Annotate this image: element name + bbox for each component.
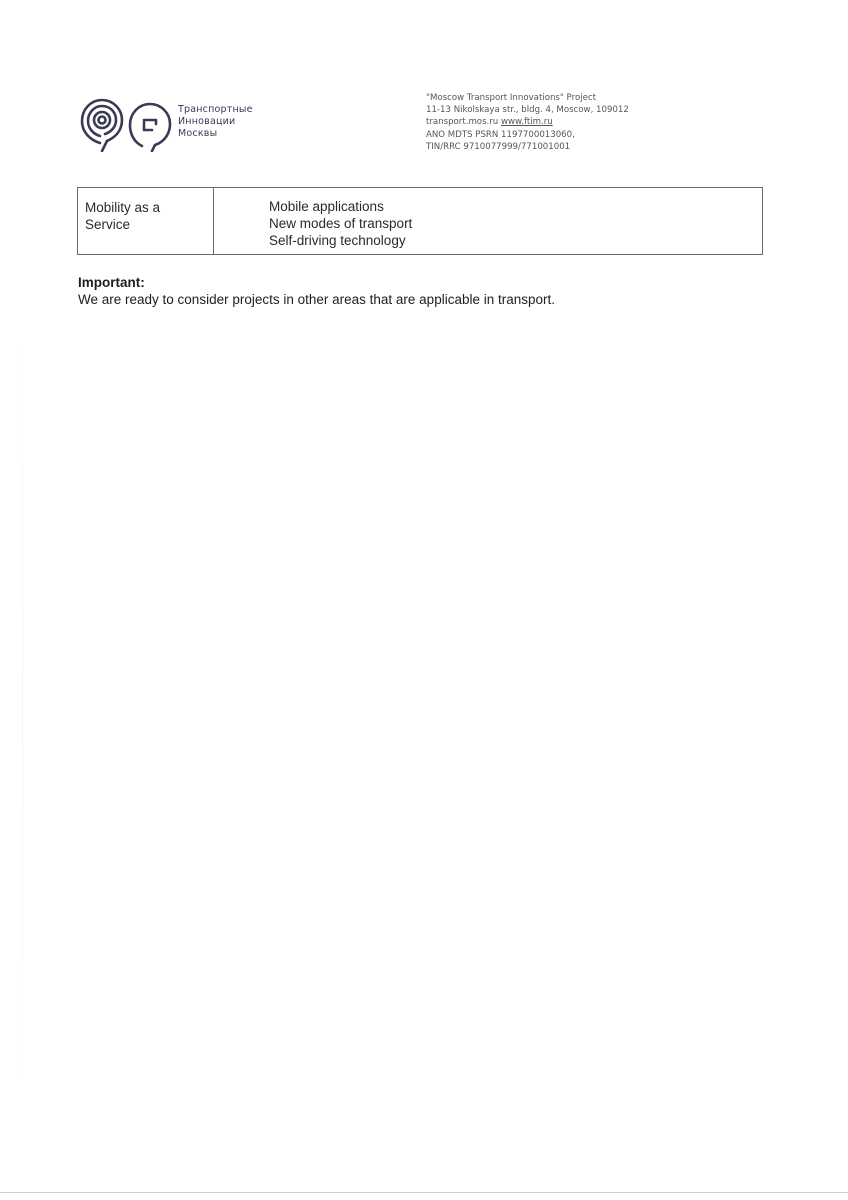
topics-table (77, 187, 763, 255)
important-label: Important: (78, 275, 145, 290)
list-item: New modes of transport (269, 216, 413, 231)
table-category-cell (78, 188, 214, 254)
category-line-1: Mobility as a (85, 200, 161, 215)
important-text: We are ready to consider projects in other areas that are applicable in transport. (78, 292, 556, 307)
contact-line-1: "Moscow Transport Innovations" Project (426, 93, 596, 103)
contact-site: transport.mos.ru (426, 117, 499, 128)
contact-line-2: 11-13 Nikolskaya str., bldg. 4, Moscow, 109012 (426, 105, 629, 116)
logo-line-1: Транспортные (178, 104, 253, 115)
list-item: Mobile applications (269, 199, 384, 214)
contact-link[interactable]: www.ftim.ru (501, 117, 553, 128)
table-items-cell (214, 188, 762, 254)
list-item: Self-driving technology (269, 233, 406, 248)
logo-mark-icon (80, 96, 172, 152)
contact-line-3 (426, 116, 629, 128)
category-line-2: Service (85, 217, 131, 232)
scan-artifact (22, 330, 23, 1090)
contact-line-4: ANO MDTS PSRN 1197700013060, (426, 129, 575, 140)
scan-edge-line (0, 1192, 848, 1193)
logo-wordmark (178, 104, 253, 140)
important-note (78, 274, 555, 308)
logo-line-2: Инновации (178, 116, 236, 127)
logo (80, 96, 280, 152)
header-contact-info (426, 92, 629, 153)
contact-line-5: TIN/RRC 9710077999/771001001 (426, 141, 571, 152)
logo-line-3: Москвы (178, 128, 218, 139)
